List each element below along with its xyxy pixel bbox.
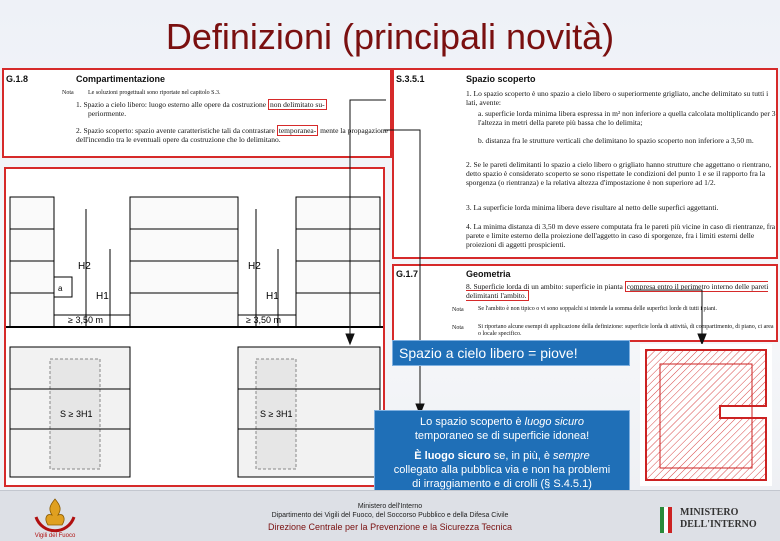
- nota-1: Se l'ambito è non tipico o vi sono soppalchi si intende la somma delle superfici lorde di tutti i piani.: [478, 306, 718, 312]
- section-heading: Geometria: [466, 269, 511, 279]
- nota-text: Le soluzioni progettuali sono riportate nel capitolo S.3.: [88, 90, 221, 96]
- footer: [0, 490, 780, 541]
- def1-text-end: periormente.: [88, 109, 127, 118]
- safe-line-1-text: Lo spazio scoperto è: [420, 416, 525, 428]
- def1-highlight: non delimitato su-: [270, 100, 325, 109]
- nota-label: Nota: [452, 325, 464, 331]
- section-code: G.1.8: [6, 74, 29, 84]
- a-label: a: [58, 284, 63, 293]
- para-1b: b. distanza fra le strutture verticali che delimitano lo spazio scoperto non inferiore a 3,50 m.: [478, 136, 754, 145]
- para-8-text: 8. Superficie lorda di un ambito: superficie in pianta: [466, 282, 623, 291]
- section-heading: Spazio scoperto: [466, 74, 536, 84]
- italian-flag-icon: [660, 507, 672, 533]
- h1-label: H1: [96, 291, 109, 302]
- dimension-label: ≥ 3,50 m: [246, 315, 281, 325]
- footer-line-2: Dipartimento dei Vigili del Fuoco, del Soccorso Pubblico e della Difesa Civile: [271, 512, 509, 519]
- dimension-label: ≥ 3,50 m: [68, 315, 103, 325]
- h1-label: H1: [266, 291, 279, 302]
- ministero-logo-line-1: MINISTERO: [680, 507, 739, 518]
- para-2: 2. Se le pareti delimitanti lo spazio a cielo libero o grigliato hanno strutture che aggettano o rientrano, detto spazio è considerato scoperto se sono rispettate le condizioni del punto 1 e se il rapporto fra la sporgenza (o rientranza) e la relativa altezza d'impostazione è non superiore ad 1/2.: [466, 160, 772, 187]
- section-code: G.1.7: [396, 269, 419, 279]
- section-code: S.3.5.1: [396, 74, 425, 84]
- safe-line-3-em: sempre: [553, 450, 590, 462]
- hatched-plan-drawing: [640, 344, 772, 486]
- area-label: S ≥ 3H1: [260, 409, 293, 419]
- def2-text-end: mente la propagazione dell'incendio tra le eventuali opere da costruzione che lo delimitano.: [76, 126, 388, 144]
- safe-place-callout: [374, 410, 630, 496]
- para-1: 1. Lo spazio scoperto è uno spazio a cielo libero o superiormente grigliato, anche delimitato su tutti i lati, avente:: [466, 89, 769, 107]
- h2-label: H2: [78, 261, 91, 272]
- para-1a: a. superficie lorda minima libera espressa in m² non inferiore a quella calcolata moltiplicando per 3 l'altezza in metri della parete più bassa che lo delimita;: [478, 109, 776, 127]
- para-8-highlight: compresa entro il perimetro interno delle pareti delimitanti l'ambito.: [466, 282, 769, 300]
- safe-line-1: [375, 415, 629, 429]
- def2-text: 2. Spazio scoperto: spazio avente caratteristiche tali da contrastare: [76, 126, 275, 135]
- h2-label: H2: [248, 261, 261, 272]
- section-heading: Compartimentazione: [76, 74, 166, 84]
- safe-line-3-bold: È luogo sicuro: [414, 450, 491, 462]
- nota-2: Si riportano alcune esempi di applicazione della definizione: superficie lorda di attività, di compartimento, di piano, ci area o locale specifico.: [478, 324, 774, 337]
- safe-line-3: [375, 449, 629, 463]
- safe-line-4: collegato alla pubblica via e non ha problemi: [393, 464, 611, 476]
- ministero-logo-line-2: DELL'INTERNO: [680, 519, 757, 530]
- slide-title: Definizioni (principali novità): [165, 16, 615, 57]
- safe-line-5: di irraggiamento e di crolli (§ S.4.5.1): [412, 478, 592, 490]
- footer-line-1: Ministero dell'Interno: [357, 503, 423, 510]
- area-label: S ≥ 3H1: [60, 409, 93, 419]
- para-4: 4. La minima distanza di 3,50 m deve essere computata fra le pareti più vicine in caso di rientranze, fra parete e limite esterno della proiezione dell'aggetto in caso di sporgenze, fra i limiti esterni delle proiezioni di aggetti prospicienti.: [466, 222, 776, 249]
- rain-callout-text: Spazio a cielo libero = piove!: [399, 345, 578, 361]
- nota-label: Nota: [452, 307, 464, 313]
- def1-text: 1. Spazio a cielo libero: luogo esterno alle opere da costruzione: [76, 100, 267, 109]
- logo-left-text: Vigili del Fuoco: [34, 533, 76, 539]
- safe-line-1-em: luogo sicuro: [524, 416, 584, 428]
- def2-highlight: temporanea-: [278, 126, 317, 135]
- safe-line-3-text: se, in più, è: [490, 450, 554, 462]
- nota-label: Nota: [62, 90, 74, 96]
- footer-line-3: Direzione Centrale per la Prevenzione e la Sicurezza Tecnica: [268, 522, 512, 532]
- rain-callout: [392, 340, 630, 366]
- safe-line-2: temporaneo se di superficie idonea!: [414, 430, 590, 442]
- para-3: 3. La superficie lorda minima libera deve risultare al netto delle superfici aggettanti.: [466, 203, 719, 212]
